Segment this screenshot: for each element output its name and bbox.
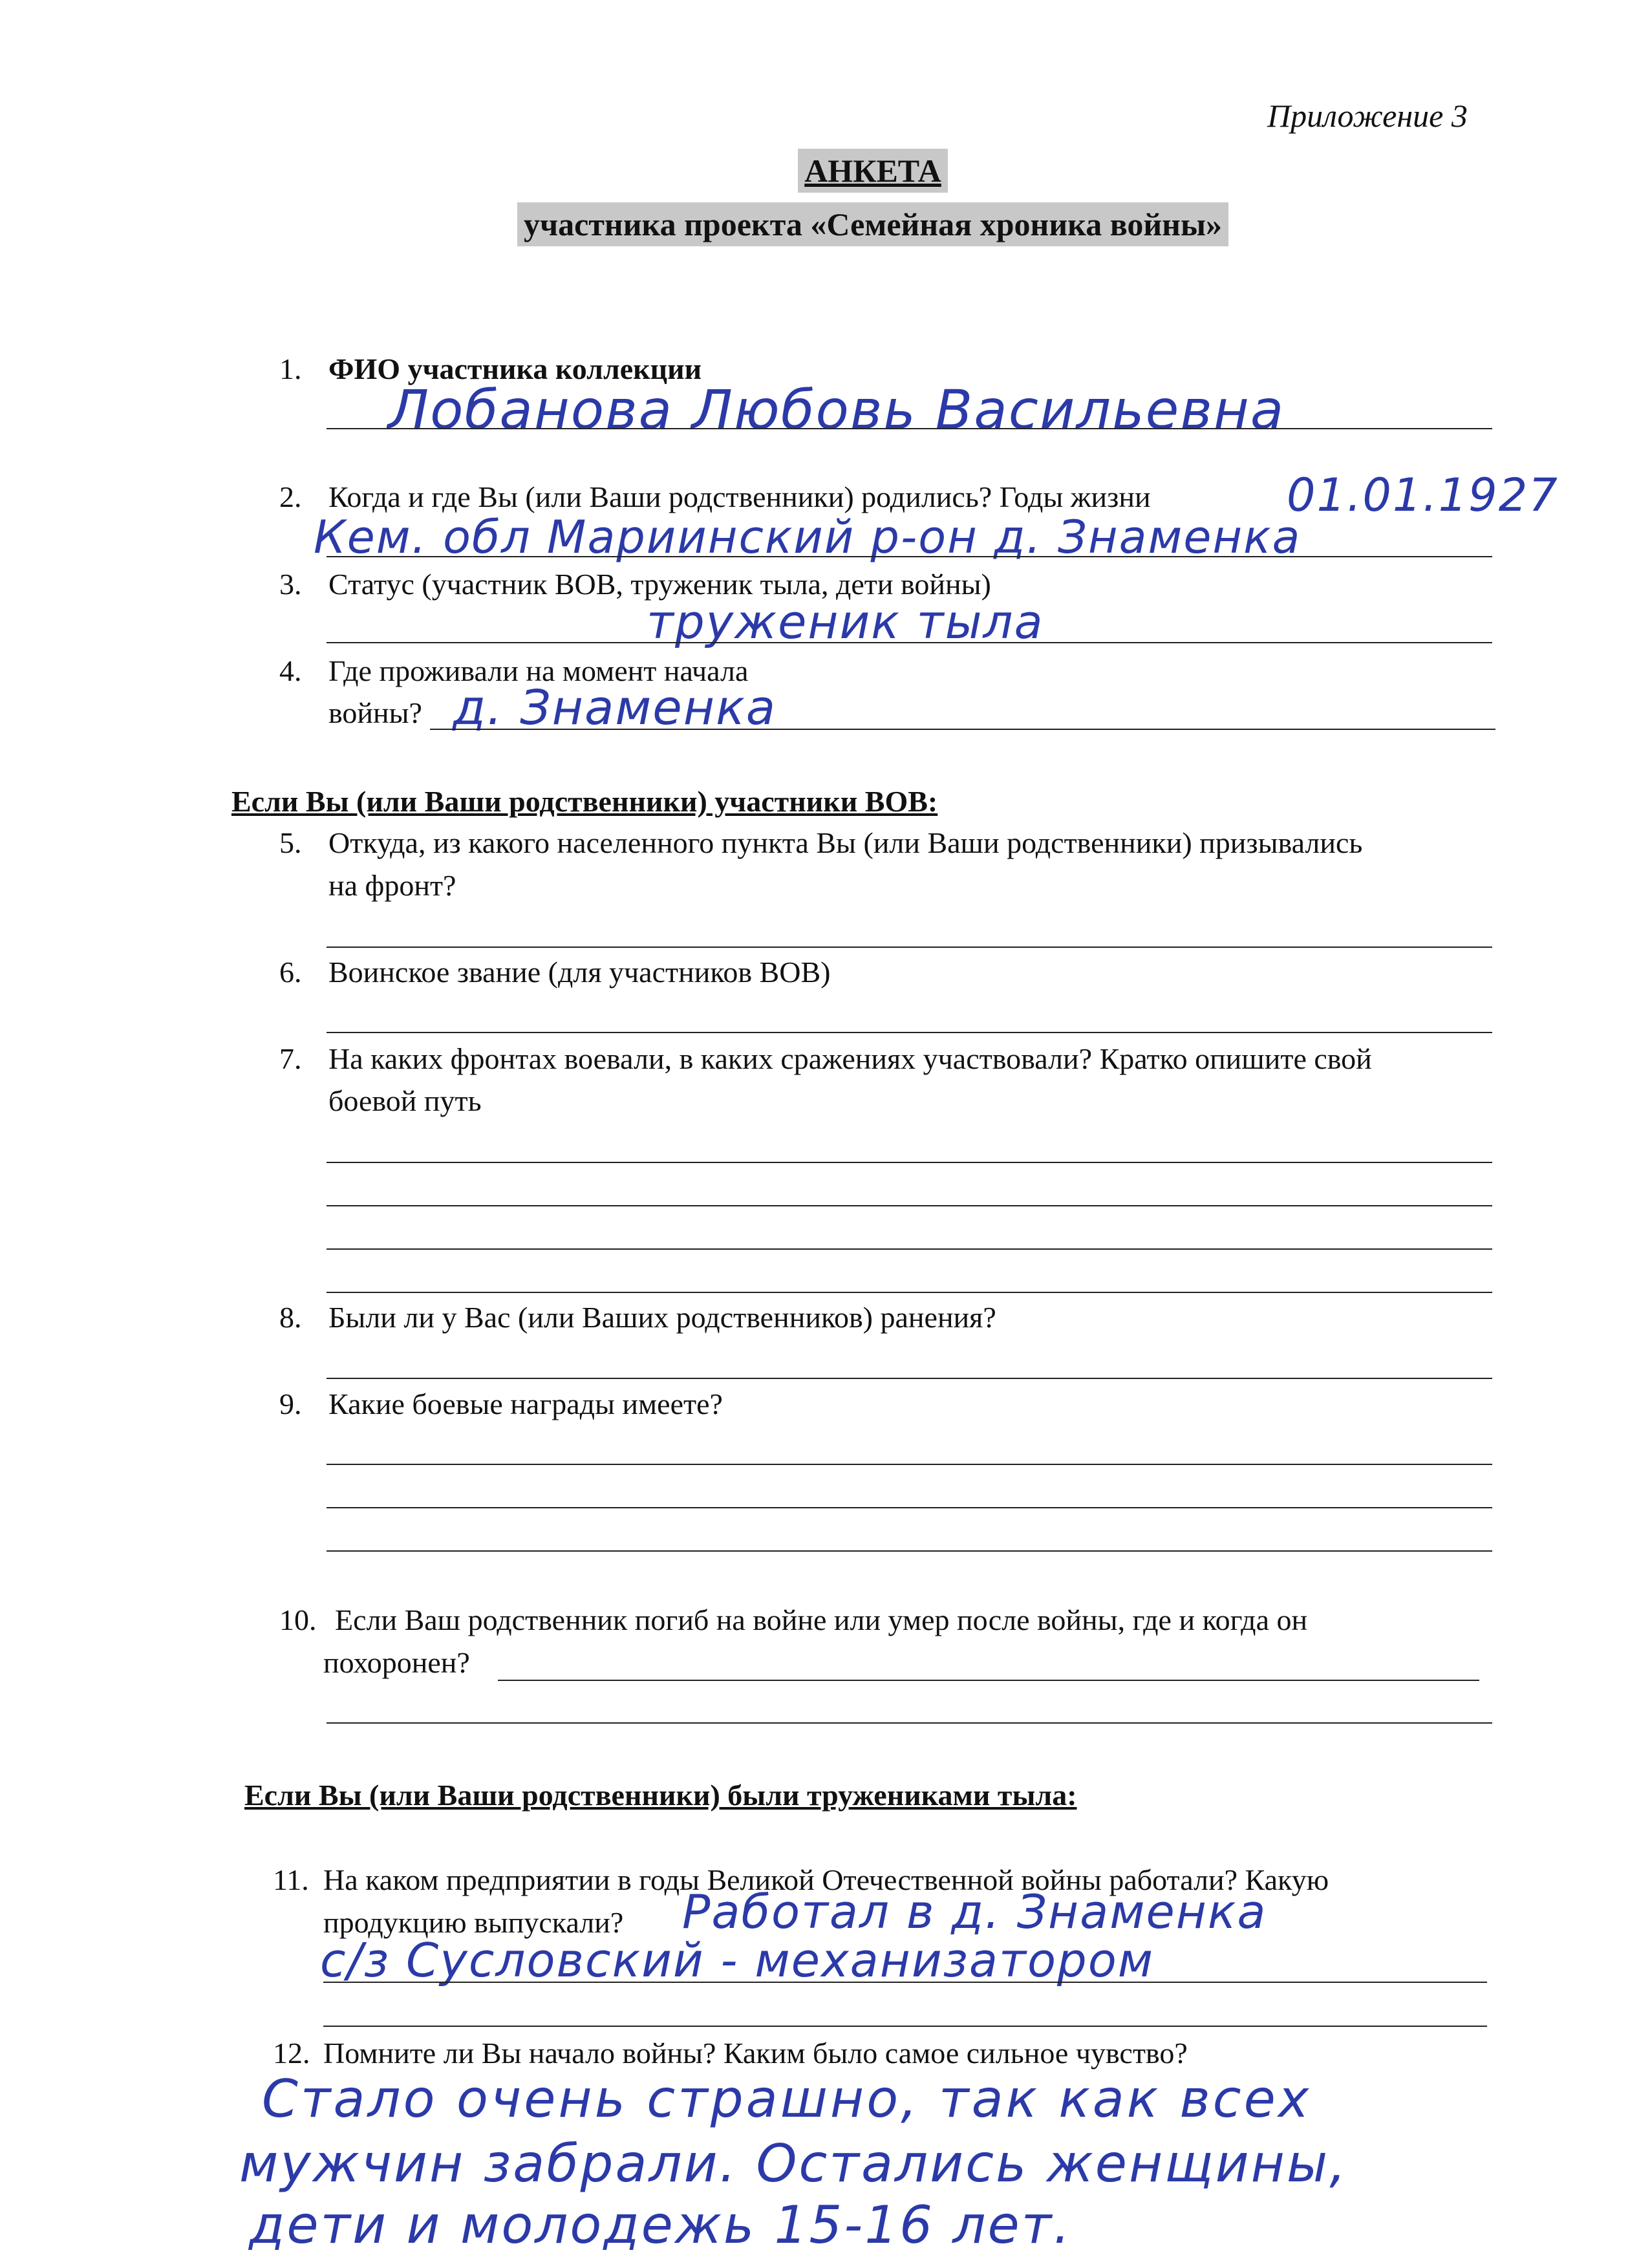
answer-line [327,1292,1492,1293]
answer-11-line-2-handwriting: с/з Сусловский - механизатором [320,1933,1155,1987]
answer-4-handwriting: д. Знаменка [453,680,777,736]
answer-line [327,1248,1492,1250]
form-title: АНКЕТА [0,152,1650,189]
answer-line [323,2026,1487,2027]
answer-line [327,1162,1492,1163]
question-10: 10. Если Ваш родственник погиб на войне или умер после войны, где и когда он [279,1603,1308,1636]
question-4-line-2: войны? [328,696,422,729]
form-subtitle: участника проекта «Семейная хроника войны» [0,206,1650,243]
section-heading-wov: Если Вы (или Ваши родственники) участники ВОВ: [231,785,938,818]
question-7-line-2: боевой путь [328,1084,482,1117]
question-2: 2. Когда и где Вы (или Ваши родственники) родились? Годы жизни [279,480,1151,513]
question-8: 8. Были ли у Вас (или Ваших родственников) ранения? [279,1301,996,1334]
answer-line [327,1032,1492,1033]
question-4: 4. Где проживали на момент начала [279,654,749,687]
section-heading-home-front: Если Вы (или Ваши родственники) были тружениками тыла: [244,1779,1077,1812]
answer-line [430,729,1495,730]
answer-line [327,1507,1492,1508]
answer-11-line-1-handwriting: Работал в д. Знаменка [682,1885,1267,1939]
question-5-line-2: на фронт? [328,869,456,902]
answer-1-handwriting: Лобанова Любовь Васильевна [388,378,1285,442]
question-10-line-2: похоронен? [323,1646,470,1679]
question-1: 1. ФИО участника коллекции [279,352,702,385]
question-6: 6. Воинское звание (для участников ВОВ) [279,956,831,989]
answer-line [327,556,1492,557]
answer-line [327,1205,1492,1206]
question-7: 7. На каких фронтах воевали, в каких сражениях участвовали? Кратко опишите свой [279,1042,1372,1075]
question-11-line-2: продукцию выпускали? [323,1906,624,1939]
answer-line [327,1378,1492,1379]
answer-line [327,428,1492,429]
answer-12-line-2-handwriting: мужчин забрали. Остались женщины, [239,2134,1348,2194]
answer-3-handwriting: труженик тыла [647,595,1044,649]
answer-line [323,1982,1487,1983]
answer-2-date-handwriting: 01.01.1927 [1287,469,1559,522]
question-9: 9. Какие боевые награды имеете? [279,1387,723,1420]
answer-line [327,1464,1492,1465]
answer-line [327,1722,1492,1724]
answer-12-line-3-handwriting: дети и молодежь 15-16 лет. [249,2195,1072,2255]
question-12: 12. Помните ли Вы начало войны? Каким было самое сильное чувство? [273,2037,1188,2070]
answer-line [498,1680,1479,1681]
question-11: 11. На каком предприятии в годы Великой Отечественной войны работали? Какую [273,1863,1329,1896]
answer-12-line-1-handwriting: Стало очень страшно, так как всех [262,2069,1312,2129]
question-3: 3. Статус (участник ВОВ, труженик тыла, дети войны) [279,568,991,601]
answer-line [327,642,1492,643]
question-5: 5. Откуда, из какого населенного пункта Вы (или Ваши родственники) призывались [279,826,1363,859]
appendix-label: Приложение 3 [1267,98,1468,134]
answer-2-place-handwriting: Кем. обл Мариинский р-он д. Знаменка [314,511,1302,564]
answer-line [327,1550,1492,1552]
answer-line [327,947,1492,948]
